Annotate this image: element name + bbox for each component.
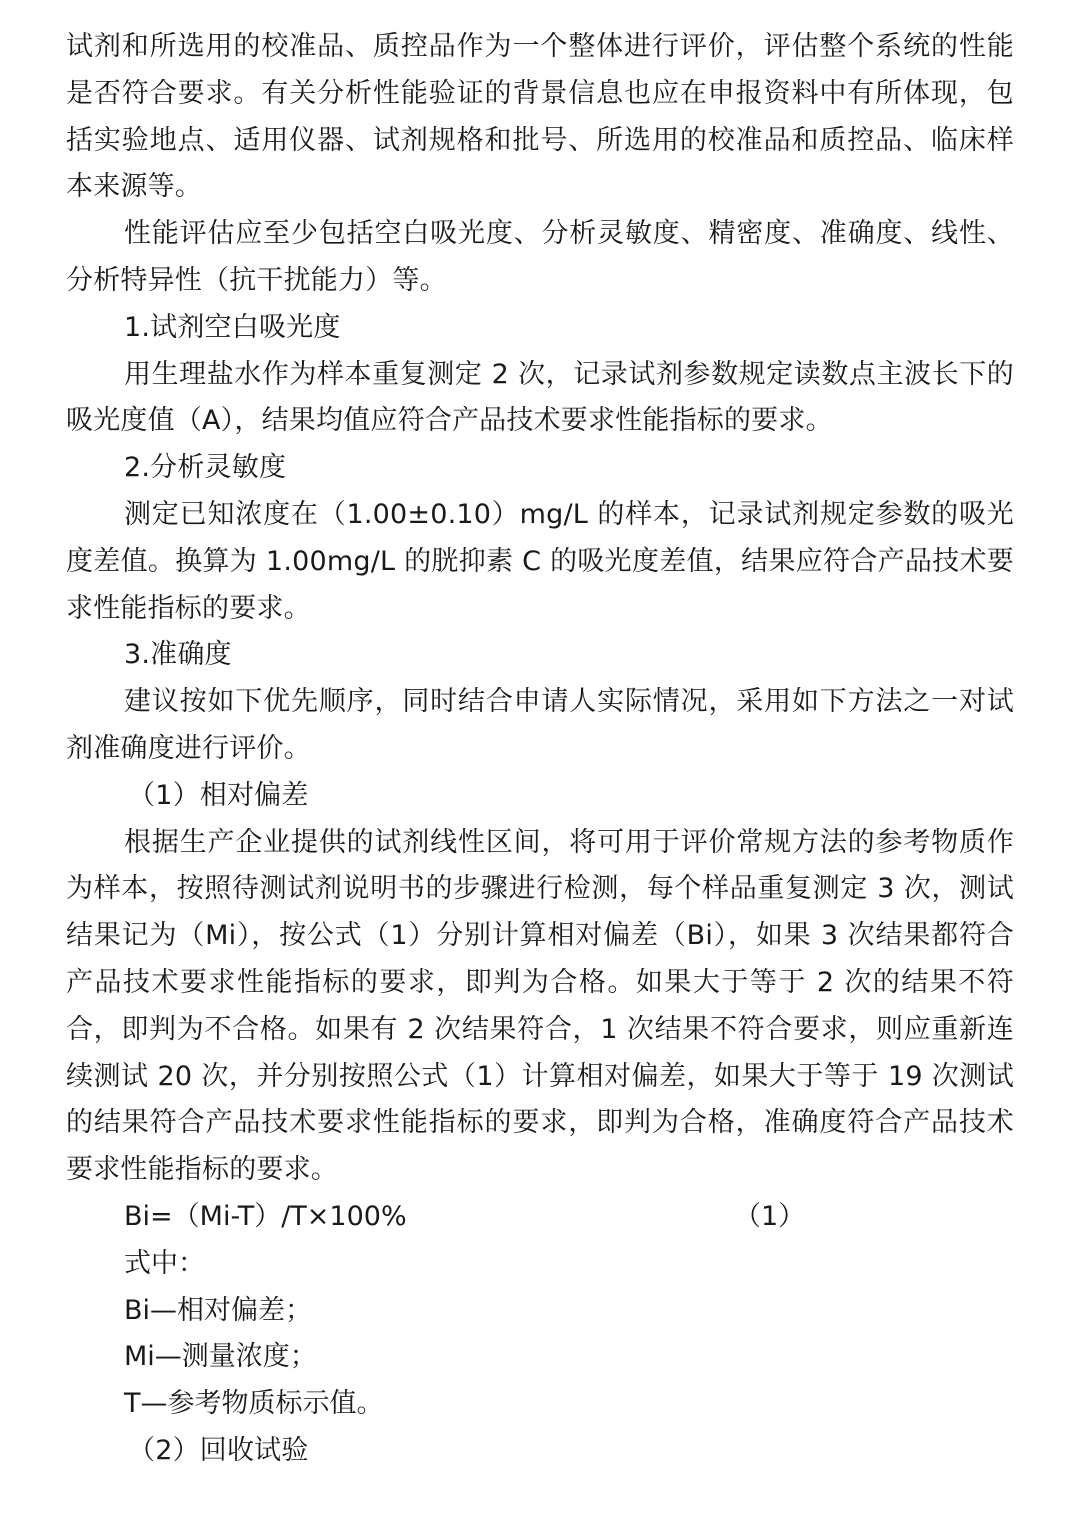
paragraph-blank-absorbance: 用生理盐水作为样本重复测定 2 次，记录试剂参数规定读数点主波长下的吸光度值（A），结果均值应符合产品技术要求性能指标的要求。: [66, 358, 1014, 437]
formula-line: [66, 1194, 1014, 1241]
formula-expression: Bi=（Mi-T）/T×100%: [124, 1200, 407, 1232]
definition-bi: Bi—相对偏差；: [124, 1294, 313, 1326]
paragraph-relative-bias: 根据生产企业提供的试剂线性区间，将可用于评价常规方法的参考物质作为样本，按照待测试剂说明书的步骤进行检测，每个样品重复测定 3 次，测试结果记为（Mi），按公式（1）分别计算相对偏差（Bi），如果 3 次结果都符合产品技术要求性能指标的要求，即判为合格。如果大于等于 2 次的结果不符合，即判为不合格。如果有 2 次结果符合，1 次结果不符合要求，则应重新连续测试 20 次，并分别按照公式（1）计算相对偏差，如果大于等于 19 次测试的结果符合产品技术要求性能指标的要求，即判为合格，准确度符合产品技术要求性能指标的要求。: [66, 826, 1014, 1186]
paragraph-accuracy-intro: 建议按如下优先顺序，同时结合申请人实际情况，采用如下方法之一对试剂准确度进行评价。: [66, 686, 1014, 764]
definition-t: T—参考物质标示值。: [124, 1388, 384, 1420]
heading-sensitivity: 2.分析灵敏度: [124, 452, 287, 484]
heading-accuracy: 3.准确度: [124, 639, 232, 671]
heading-relative-bias: （1）相对偏差: [128, 779, 309, 811]
paragraph-sensitivity: 测定已知浓度在（1.00±0.10）mg/L 的样本，记录试剂规定参数的吸光度差值。换算为 1.00mg/L 的胱抑素 C 的吸光度差值，结果应符合产品技术要求性能指标的要求。: [66, 498, 1014, 624]
paragraph-performance-items: 性能评估应至少包括空白吸光度、分析灵敏度、精密度、准确度、线性、分析特异性（抗干扰能力）等。: [66, 218, 1014, 296]
formula-where-label: 式中：: [124, 1247, 205, 1279]
heading-blank-absorbance: 1.试剂空白吸光度: [124, 311, 341, 343]
definition-mi: Mi—测量浓度；: [124, 1341, 317, 1373]
formula-number: （1）: [734, 1200, 806, 1232]
paragraph-system-evaluation: 试剂和所选用的校准品、质控品作为一个整体进行评价，评估整个系统的性能是否符合要求。有关分析性能验证的背景信息也应在申报资料中有所体现，包括实验地点、适用仪器、试剂规格和批号、所选用的校准品和质控品、临床样本来源等。: [66, 31, 1014, 203]
heading-recovery-test: （2）回收试验: [128, 1434, 309, 1466]
